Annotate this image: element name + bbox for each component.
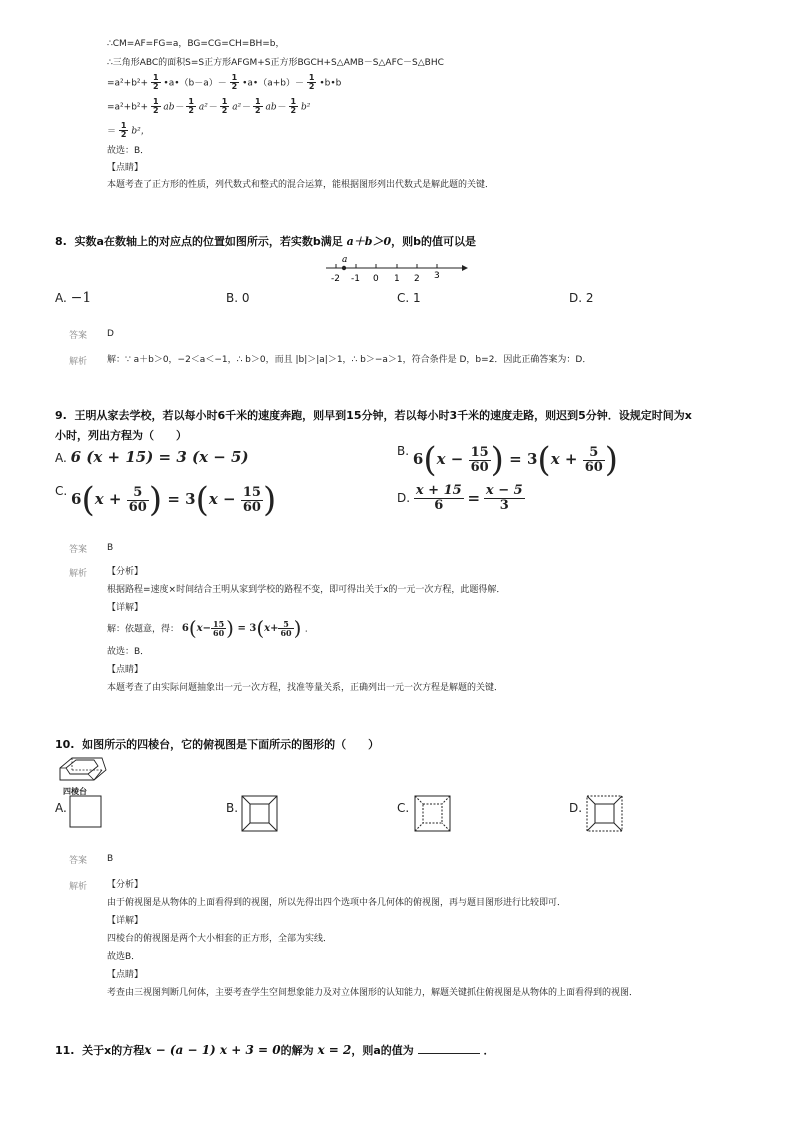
q10-option-a[interactable]: A. (55, 801, 67, 815)
top-choice: 故选：B． (107, 146, 150, 156)
q10-comment: 考查由三视图判断几何体，主要考查学生空间想象能力及对立体图形的认知能力，解题关键抓住俯视图是从物体的上面看得到的视图． (107, 988, 639, 998)
q10-answer: B (107, 854, 114, 864)
q10-tag-analysis: 【分析】 (107, 880, 144, 890)
q9-option-d[interactable]: D. $\frac{x + 15}{6}$ = $\frac{x - 5}{3}$ (397, 483, 523, 513)
top-line-3: =a²+b²+ $\frac{1}{2}$ •a•（b－a）－ $\frac{1}{2}$ •a•（a+b）－ $\frac{1}{2}$ •b•b (107, 73, 342, 92)
q10-answer-label: 答案 (69, 856, 88, 866)
q10-option-b-figure[interactable] (241, 795, 279, 833)
q8-option-d[interactable]: D. 2 (569, 291, 594, 305)
q8-tick-label: 2 (414, 274, 420, 284)
q11-stem: 11. 关于x的方程x − (a − 1) x + 3 = 0的解为 x = 2，则a的值为 ． (55, 1043, 495, 1057)
q9-tag-detail: 【详解】 (107, 603, 144, 613)
q10-option-d[interactable]: D. (569, 801, 583, 815)
q9-stem-line-1: 9. 王明从家去学校，若以每小时6千米的速度奔跑，则早到15分钟，若以每小时3千米的速度走路，则迟到5分钟．设规定时间为x (55, 409, 692, 422)
q9-option-c[interactable]: C. 6(x + $\frac{5}{60}$ ) = 3(x − $\frac{15}{60}$ ) (55, 480, 277, 520)
q11-answer-blank[interactable] (418, 1043, 480, 1054)
q8-option-b[interactable]: B. 0 (226, 291, 250, 305)
q10-detail-text: 四棱台的俯视图是两个大小相套的正方形，全部为实线． (107, 934, 333, 944)
q10-tag-detail: 【详解】 (107, 916, 144, 926)
q9-analysis-text: 根据路程=速度×时间结合王明从家到学校的路程不变，即可得出关于x的一元一次方程，此题得解． (107, 585, 506, 595)
q8-stem: 8. 实数a在数轴上的对应点的位置如图所示，若实数b满足 a＋b＞0，则b的值可以是 (55, 235, 477, 248)
q10-stem: 10. 如图所示的四棱台，它的俯视图是下面所示的图形的（ ） (55, 738, 380, 751)
q9-option-b[interactable]: B. 6(x − $\frac{15}{60}$ ) = 3(x + $\frac{5}{60}$ ) (397, 440, 619, 480)
q9-answer: B (107, 543, 114, 553)
top-line-1: ∴CM=AF=FG=a，BG=CG=CH=BH=b， (107, 39, 285, 49)
q10-frustum-figure (58, 754, 110, 788)
q9-stem-line-2: 小时，列出方程为（ ） (55, 429, 187, 442)
q10-option-b[interactable]: B. (226, 801, 239, 815)
q9-answer-label: 答案 (69, 545, 88, 555)
q9-choice: 故选：B． (107, 647, 150, 657)
q8-tick-label: -1 (351, 274, 360, 284)
q10-analysis-text: 由于俯视图是从物体的上面看得到的视图，所以先得出四个选项中各几何体的俯视图，再与题目图形进行比较即可． (107, 898, 567, 908)
q8-point-a (342, 266, 346, 270)
q8-tick-label: 1 (394, 274, 400, 284)
q10-option-c-figure[interactable] (414, 795, 452, 833)
q8-tick-label: 3 (434, 271, 440, 281)
q8-tick-label: -2 (331, 274, 340, 284)
q9-detail-text: 解：依题意，得： 6(x− $\frac{15}{60}$ ) = 3(x+ $\frac{5}{60}$ ) ． (107, 616, 314, 641)
top-line-2: ∴三角形ABC的面积S=S正方形AFGM+S正方形BGCH+S△AMB－S△AFC－S△BHC (107, 58, 444, 68)
q8-option-c[interactable]: C. 1 (397, 291, 421, 305)
top-line-5: ＝ $\frac{1}{2}$ b²， (107, 121, 150, 140)
q10-analysis-label: 解析 (69, 882, 88, 892)
q8-analysis: 解：∵ a＋b＞0，−2＜a＜−1，∴ b＞0，而且 |b|＞|a|＞1，∴ b＞−a＞1，符合条件是 D，b=2．因此正确答案为：D． (107, 355, 592, 365)
top-line-4: =a²+b²+ $\frac{1}{2}$ ab－ $\frac{1}{2}$ a²－ $\frac{1}{2}$ a²－ $\frac{1}{2}$ ab－ $\frac{1}{2}$ b² (107, 97, 311, 116)
top-comment-tag: 【点睛】 (107, 163, 144, 173)
q9-tag-analysis: 【分析】 (107, 567, 144, 577)
q9-option-a[interactable]: A. 6 (x + 15) = 3 (x − 5) (55, 448, 249, 466)
q8-analysis-label: 解析 (69, 357, 88, 367)
q8-answer-label: 答案 (69, 331, 88, 341)
q9-comment: 本题考查了由实际问题抽象出一元一次方程，找准等量关系，正确列出一元一次方程是解题的关键． (107, 683, 504, 693)
q8-tick-label: 0 (373, 274, 379, 284)
top-comment: 本题考查了正方形的性质，列代数式和整式的混合运算，能根据图形列出代数式是解此题的关键． (107, 180, 495, 190)
q8-answer: D (107, 329, 114, 339)
q9-tag-comment: 【点睛】 (107, 665, 144, 675)
q10-option-a-figure[interactable] (69, 795, 103, 829)
q9-analysis-label: 解析 (69, 569, 88, 579)
q10-choice: 故选B． (107, 952, 141, 962)
q8-option-a[interactable]: A. −1 (55, 290, 92, 306)
q10-figure-label: 四棱台 (63, 787, 87, 796)
q8-point-label: a (342, 255, 348, 265)
q10-tag-comment: 【点睛】 (107, 970, 144, 980)
q10-option-d-figure[interactable] (586, 795, 624, 833)
q8-number-line (322, 252, 470, 288)
q10-option-c[interactable]: C. (397, 801, 410, 815)
